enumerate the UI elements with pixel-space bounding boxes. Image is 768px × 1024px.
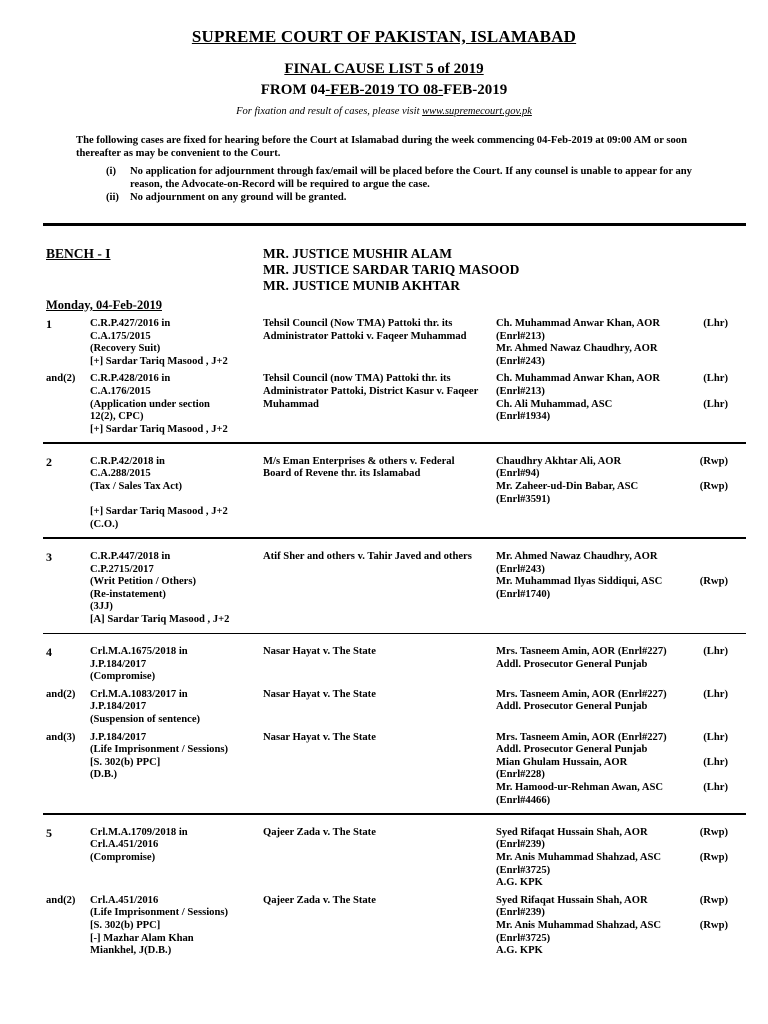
case-entry bbox=[43, 551, 746, 627]
counsel-station: (Rwp) bbox=[699, 481, 728, 493]
note-item bbox=[106, 191, 726, 204]
fixation-note bbox=[0, 106, 768, 117]
case-number: 3 bbox=[46, 549, 52, 564]
counsel-row bbox=[496, 907, 728, 920]
counsel-list bbox=[496, 373, 728, 423]
counsel-name: (Enrl#243) bbox=[496, 563, 545, 575]
case-divider bbox=[43, 813, 746, 815]
counsel-name: (Enrl#213) bbox=[496, 385, 545, 397]
case-reference-line: [+] Sardar Tariq Masood , J+2 bbox=[90, 355, 228, 367]
counsel-station: (Lhr) bbox=[703, 731, 728, 743]
counsel-row bbox=[496, 589, 728, 602]
case-reference-line: C.A.176/2015 bbox=[90, 385, 151, 397]
case-parties: M/s Eman Enterprises & others v. Federal Board of Revene thr. its Islamabad bbox=[263, 455, 455, 480]
case-reference-line: [S. 302(b) PPC] bbox=[90, 919, 161, 931]
note-number: (ii) bbox=[106, 192, 119, 203]
counsel-station: (Rwp) bbox=[699, 576, 728, 588]
counsel-list bbox=[496, 646, 728, 671]
counsel-station: (Lhr) bbox=[703, 646, 728, 658]
note-number: (i) bbox=[106, 166, 116, 177]
counsel-name: Addl. Prosecutor General Punjab bbox=[496, 744, 648, 756]
website-link[interactable]: www.supremecourt.gov.pk bbox=[422, 106, 532, 117]
header-divider bbox=[43, 223, 746, 226]
hearing-date: Monday, 04-Feb-2019 bbox=[46, 298, 162, 312]
case-reference-line: (Life Imprisonment / Sessions) bbox=[90, 744, 229, 756]
case-reference bbox=[90, 732, 260, 782]
case-reference-line: [+] Sardar Tariq Masood , J+2 bbox=[90, 423, 228, 435]
counsel-row bbox=[496, 732, 728, 745]
counsel-name: (Enrl#4466) bbox=[496, 794, 551, 806]
fixation-text: For fixation and result of cases, please visit bbox=[236, 106, 423, 117]
case-reference bbox=[90, 646, 260, 684]
case-reference bbox=[90, 318, 260, 368]
counsel-name: (Enrl#1740) bbox=[496, 588, 551, 600]
counsel-name: Mr. Ahmed Nawaz Chaudhry, AOR bbox=[496, 550, 658, 562]
counsel-station: (Lhr) bbox=[703, 782, 728, 794]
case-reference-line: Crl.M.A.1675/2018 in bbox=[90, 646, 188, 658]
counsel-name: Mr. Ahmed Nawaz Chaudhry, AOR bbox=[496, 343, 658, 355]
counsel-name: (Enrl#3725) bbox=[496, 932, 551, 944]
case-parties: Nasar Hayat v. The State bbox=[263, 688, 376, 700]
counsel-name: Mrs. Tasneem Amin, AOR (Enrl#227) bbox=[496, 731, 667, 743]
case-divider bbox=[43, 442, 746, 444]
counsel-name: Ch. Ali Muhammad, ASC bbox=[496, 398, 613, 410]
case-reference-line: [-] Mazhar Alam Khan bbox=[90, 932, 194, 944]
case-reference-line: J.P.184/2017 bbox=[90, 701, 147, 713]
counsel-row bbox=[496, 839, 728, 852]
case-reference-line: Crl.M.A.1083/2017 in bbox=[90, 688, 188, 700]
list-title: FINAL CAUSE LIST 5 of 2019 bbox=[284, 61, 484, 77]
case-block bbox=[43, 551, 746, 627]
counsel-name: (Enrl#228) bbox=[496, 769, 545, 781]
case-reference-line: (D.B.) bbox=[90, 769, 118, 781]
counsel-name: Syed Rifaqat Hussain Shah, AOR bbox=[496, 826, 648, 838]
case-parties: Qajeer Zada v. The State bbox=[263, 826, 376, 838]
case-reference-line: [A] Sardar Tariq Masood , J+2 bbox=[90, 613, 230, 625]
case-reference-line: Miankhel, J(D.B.) bbox=[90, 945, 172, 957]
case-reference bbox=[90, 689, 260, 727]
counsel-row bbox=[496, 769, 728, 782]
counsel-name: Mr. Zaheer-ud-Din Babar, ASC bbox=[496, 481, 639, 493]
case-parties: Tehsil Council (Now TMA) Pattoki thr. its Administrator Pattoki v. Faqeer Muhammad bbox=[263, 318, 467, 342]
case-parties: Nasar Hayat v. The State bbox=[263, 731, 376, 743]
case-divider bbox=[43, 633, 746, 635]
counsel-list bbox=[496, 456, 728, 506]
case-reference-line: C.A.288/2015 bbox=[90, 468, 151, 480]
counsel-row bbox=[496, 933, 728, 946]
case-number: and(2) bbox=[46, 894, 76, 906]
case-reference bbox=[90, 551, 260, 627]
case-reference bbox=[90, 895, 260, 958]
case-reference-line: (Application under section bbox=[90, 398, 210, 410]
counsel-name: Addl. Prosecutor General Punjab bbox=[496, 658, 648, 670]
counsel-list bbox=[496, 318, 728, 368]
counsel-list bbox=[496, 732, 728, 808]
counsel-row bbox=[496, 373, 728, 386]
case-block bbox=[43, 318, 746, 436]
case-number: and(2) bbox=[46, 373, 76, 385]
note-text: No application for adjournment through fax/email will be placed before the Court. If any counsel is unable to appear for any reason, the Advocate-on-Record will be required to argue the case. bbox=[130, 166, 692, 190]
case-list bbox=[43, 318, 746, 958]
case-reference-line: [+] Sardar Tariq Masood , J+2 bbox=[90, 506, 228, 518]
counsel-row bbox=[496, 945, 728, 958]
counsel-row bbox=[496, 689, 728, 702]
case-entry bbox=[43, 732, 746, 808]
counsel-name: Mrs. Tasneem Amin, AOR (Enrl#227) bbox=[496, 688, 667, 700]
counsel-row bbox=[496, 757, 728, 770]
case-reference-line: C.R.P.428/2016 in bbox=[90, 373, 171, 385]
counsel-name: (Enrl#94) bbox=[496, 468, 540, 480]
counsel-name: Mrs. Tasneem Amin, AOR (Enrl#227) bbox=[496, 646, 667, 658]
judge-name: MR. JUSTICE MUNIB AKHTAR bbox=[263, 278, 461, 293]
counsel-station: (Rwp) bbox=[699, 455, 728, 467]
case-entry bbox=[43, 827, 746, 890]
case-reference-line: J.P.184/2017 bbox=[90, 658, 147, 670]
case-parties: Tehsil Council (now TMA) Pattoki thr. its Administrator Pattoki, District Kasur v. Faqeer Muhammad bbox=[263, 373, 479, 410]
range-end: FEB-2019 bbox=[443, 82, 508, 98]
counsel-row bbox=[496, 331, 728, 344]
case-entry bbox=[43, 646, 746, 684]
counsel-row bbox=[496, 744, 728, 757]
case-reference-line: (Writ Petition / Others) bbox=[90, 576, 197, 588]
case-block bbox=[43, 456, 746, 532]
bench-label: BENCH - I bbox=[46, 246, 111, 261]
counsel-row bbox=[496, 494, 728, 507]
counsel-row bbox=[496, 659, 728, 672]
range-prefix: FROM 04 bbox=[260, 82, 326, 98]
counsel-name: Syed Rifaqat Hussain Shah, AOR bbox=[496, 894, 648, 906]
counsel-row bbox=[496, 468, 728, 481]
case-reference-line: (C.O.) bbox=[90, 518, 119, 530]
case-number: 4 bbox=[46, 645, 52, 660]
counsel-row bbox=[496, 852, 728, 865]
counsel-row bbox=[496, 456, 728, 469]
counsel-station: (Rwp) bbox=[699, 826, 728, 838]
counsel-name: Ch. Muhammad Anwar Khan, AOR bbox=[496, 318, 661, 329]
counsel-list bbox=[496, 689, 728, 714]
case-reference-line: Crl.A.451/2016 bbox=[90, 839, 159, 851]
case-reference bbox=[90, 456, 260, 532]
counsel-row bbox=[496, 411, 728, 424]
case-reference-line: (Suspension of sentence) bbox=[90, 714, 201, 726]
counsel-row bbox=[496, 399, 728, 412]
case-parties: Nasar Hayat v. The State bbox=[263, 646, 376, 658]
judge-name: MR. JUSTICE MUSHIR ALAM bbox=[263, 246, 453, 261]
case-reference-line: C.A.175/2015 bbox=[90, 330, 151, 342]
case-reference-line: C.P.2715/2017 bbox=[90, 563, 154, 575]
case-block bbox=[43, 646, 746, 807]
counsel-name: Chaudhry Akhtar Ali, AOR bbox=[496, 455, 622, 467]
counsel-station: (Rwp) bbox=[699, 919, 728, 931]
counsel-row bbox=[496, 318, 728, 331]
counsel-station: (Lhr) bbox=[703, 373, 728, 385]
case-reference-line bbox=[90, 494, 260, 507]
case-reference-line: C.R.P.427/2016 in bbox=[90, 318, 171, 329]
case-reference-line: (3JJ) bbox=[90, 601, 113, 613]
counsel-station: (Lhr) bbox=[703, 688, 728, 700]
counsel-name: Mian Ghulam Hussain, AOR bbox=[496, 756, 628, 768]
case-entry bbox=[43, 318, 746, 368]
case-reference-line: (Recovery Suit) bbox=[90, 343, 161, 355]
counsel-name: Mr. Muhammad Ilyas Siddiqui, ASC bbox=[496, 576, 663, 588]
counsel-station: (Lhr) bbox=[703, 756, 728, 768]
counsel-row bbox=[496, 551, 728, 564]
case-reference bbox=[90, 373, 260, 436]
counsel-row bbox=[496, 827, 728, 840]
counsel-name: (Enrl#3725) bbox=[496, 864, 551, 876]
bench-judges bbox=[263, 246, 519, 294]
counsel-name: (Enrl#239) bbox=[496, 839, 545, 851]
counsel-row bbox=[496, 920, 728, 933]
case-reference-line: C.R.P.447/2018 in bbox=[90, 550, 171, 562]
note-text: No adjournment on any ground will be granted. bbox=[130, 192, 347, 203]
counsel-name: A.G. KPK bbox=[496, 945, 543, 957]
case-parties: Qajeer Zada v. The State bbox=[263, 894, 376, 906]
judge-name: MR. JUSTICE SARDAR TARIQ MASOOD bbox=[263, 262, 520, 277]
counsel-row bbox=[496, 356, 728, 369]
counsel-row bbox=[496, 877, 728, 890]
case-entry bbox=[43, 895, 746, 958]
counsel-station: (Lhr) bbox=[703, 398, 728, 410]
counsel-name: Addl. Prosecutor General Punjab bbox=[496, 701, 648, 713]
intro-paragraph: The following cases are fixed for hearing before the Court at Islamabad during the week commencing 04-Feb-2019 at 09:00 AM or soon thereafter as may be convenient to the Court. bbox=[76, 135, 687, 159]
counsel-row bbox=[496, 782, 728, 795]
counsel-list bbox=[496, 895, 728, 958]
case-reference-line: (Compromise) bbox=[90, 671, 156, 683]
court-title: SUPREME COURT OF PAKISTAN, ISLAMABAD bbox=[191, 27, 577, 46]
case-number: 5 bbox=[46, 825, 52, 840]
counsel-name: A.G. KPK bbox=[496, 877, 543, 889]
case-reference-line: 12(2), CPC) bbox=[90, 411, 144, 423]
counsel-station: (Rwp) bbox=[699, 894, 728, 906]
counsel-name: (Enrl#243) bbox=[496, 355, 545, 367]
counsel-station: (Lhr) bbox=[703, 318, 728, 329]
counsel-list bbox=[496, 827, 728, 890]
counsel-station: (Rwp) bbox=[699, 851, 728, 863]
counsel-name: Ch. Muhammad Anwar Khan, AOR bbox=[496, 373, 661, 385]
case-reference-line: Crl.A.451/2016 bbox=[90, 894, 159, 906]
counsel-list bbox=[496, 551, 728, 601]
case-entry bbox=[43, 689, 746, 727]
case-reference-line: Crl.M.A.1709/2018 in bbox=[90, 826, 188, 838]
counsel-name: Mr. Anis Muhammad Shahzad, ASC bbox=[496, 919, 662, 931]
case-reference-line: J.P.184/2017 bbox=[90, 731, 147, 743]
case-number: 1 bbox=[46, 317, 52, 331]
counsel-row bbox=[496, 865, 728, 878]
counsel-row bbox=[496, 564, 728, 577]
counsel-name: Mr. Anis Muhammad Shahzad, ASC bbox=[496, 851, 662, 863]
counsel-row bbox=[496, 795, 728, 808]
counsel-row bbox=[496, 895, 728, 908]
case-entry bbox=[43, 373, 746, 436]
case-block bbox=[43, 827, 746, 958]
case-divider bbox=[43, 537, 746, 539]
case-reference-line: (Life Imprisonment / Sessions) bbox=[90, 907, 229, 919]
counsel-name: (Enrl#1934) bbox=[496, 411, 551, 423]
date-range bbox=[0, 82, 768, 99]
case-reference-line: [S. 302(b) PPC] bbox=[90, 756, 161, 768]
counsel-row bbox=[496, 701, 728, 714]
range-main: -FEB-2019 TO 08- bbox=[325, 82, 444, 98]
case-parties: Atif Sher and others v. Tahir Javed and others bbox=[263, 550, 472, 562]
counsel-row bbox=[496, 386, 728, 399]
case-number: 2 bbox=[46, 454, 52, 469]
case-number: and(3) bbox=[46, 731, 76, 743]
counsel-name: (Enrl#213) bbox=[496, 330, 545, 342]
counsel-name: (Enrl#239) bbox=[496, 907, 545, 919]
case-reference-line: (Re-instatement) bbox=[90, 588, 166, 600]
counsel-row bbox=[496, 343, 728, 356]
counsel-name: (Enrl#3591) bbox=[496, 493, 551, 505]
counsel-row bbox=[496, 576, 728, 589]
counsel-row bbox=[496, 481, 728, 494]
note-item bbox=[106, 165, 726, 191]
case-reference-line: (Tax / Sales Tax Act) bbox=[90, 481, 183, 493]
case-number: and(2) bbox=[46, 688, 76, 700]
counsel-row bbox=[496, 646, 728, 659]
counsel-name: Mr. Hamood-ur-Rehman Awan, ASC bbox=[496, 782, 664, 794]
case-reference-line: (Compromise) bbox=[90, 851, 156, 863]
case-reference-line: C.R.P.42/2018 in bbox=[90, 455, 165, 467]
case-reference bbox=[90, 827, 260, 865]
notes-list bbox=[106, 165, 726, 204]
case-entry bbox=[43, 456, 746, 532]
